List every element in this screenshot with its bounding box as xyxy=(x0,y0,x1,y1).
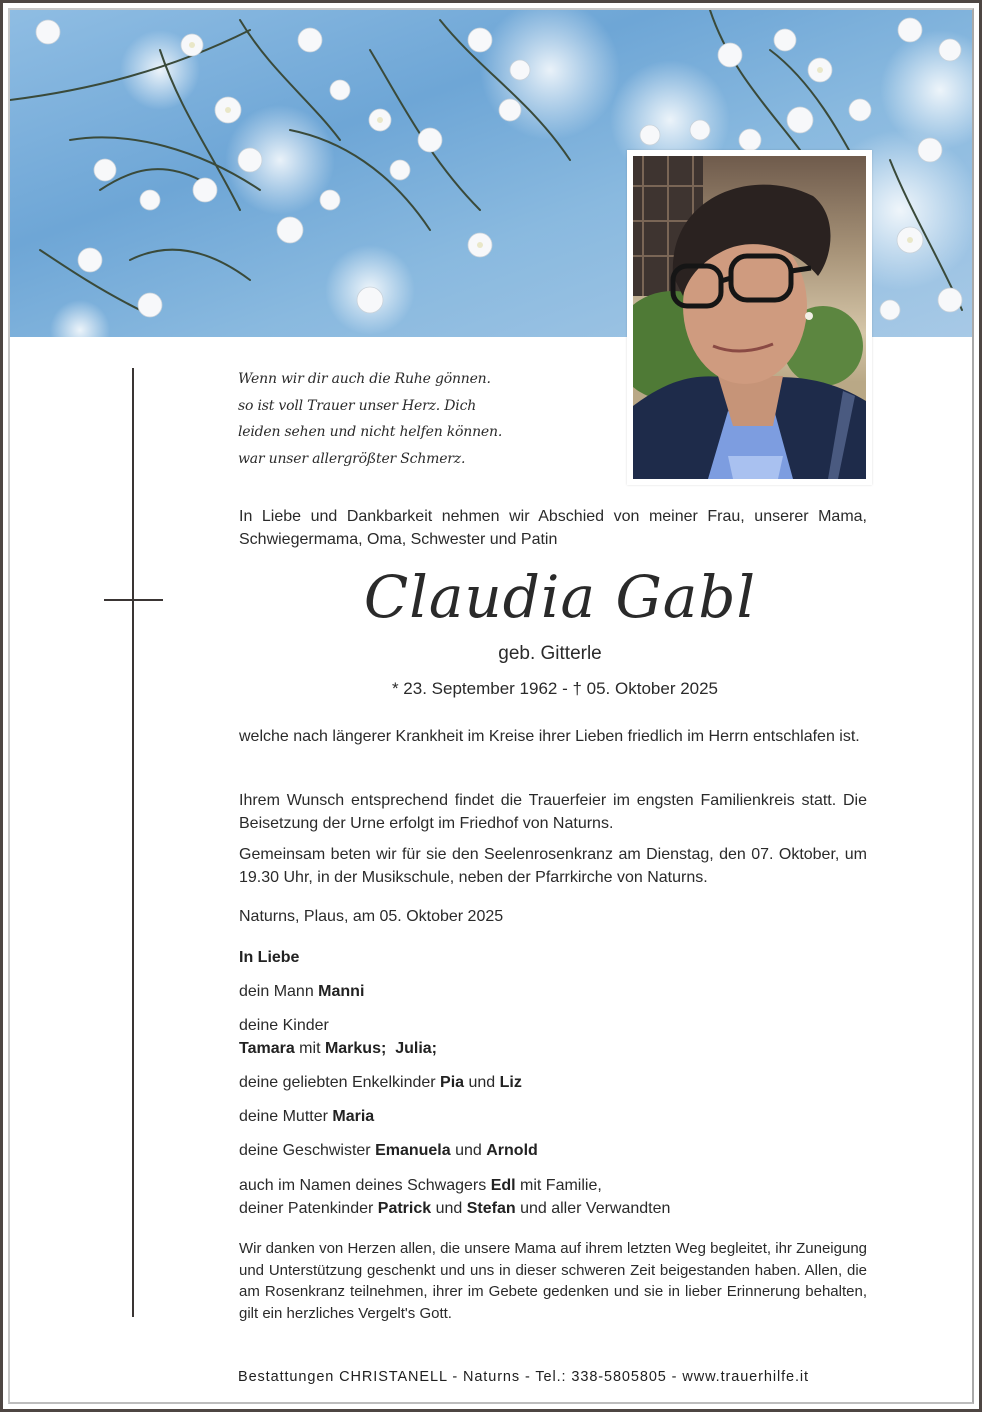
mourner-siblings xyxy=(239,1140,867,1163)
relation-label: dein Mann xyxy=(239,983,319,1000)
connector-text: mit xyxy=(294,1039,325,1057)
mourner-name: Stefan xyxy=(466,1199,516,1217)
mourner-name: Markus; xyxy=(324,1039,387,1057)
mourner-name: Maria xyxy=(332,1108,375,1125)
life-dates: * 23. September 1962 - † 05. Oktober 2025 xyxy=(391,679,719,698)
mourner-name: Arnold xyxy=(486,1142,538,1159)
verse-line: so ist voll Trauer unser Herz. Dich xyxy=(238,397,477,414)
thanks-text: Wir danken von Herzen allen, die unsere Mama auf ihrem letzten Weg begleitet, ihr Zuneigung und Unterstützung geschenkt und uns in dieser schweren Zeit beigestanden haben. Allen, die am Rosenkranz teilnehmen, ihrer im Gebete gedenken und sie in lieber Erinnerung behalten, gilt ein herzliches Vergelt's Gott. xyxy=(239,1240,867,1322)
cross-horizontal-bar xyxy=(104,599,163,601)
mourner-name: Edl xyxy=(490,1177,516,1194)
mourner-name: Patrick xyxy=(377,1199,432,1217)
relation-label: deiner Patenkinder xyxy=(239,1199,378,1217)
memorial-verse xyxy=(238,366,538,472)
mourner-name: Liz xyxy=(499,1074,522,1091)
relation-label: deine geliebten Enkelkinder xyxy=(239,1074,441,1091)
maiden-name: geb. Gitterle xyxy=(498,643,602,664)
mourner-name: Pia xyxy=(440,1074,465,1091)
connector-text: und xyxy=(450,1142,487,1159)
mourner-others xyxy=(239,1175,867,1220)
connector-text: und xyxy=(431,1199,467,1217)
portrait-frame xyxy=(627,150,872,485)
mourner-children xyxy=(239,1015,867,1060)
cross-vertical-bar xyxy=(132,368,134,1317)
relation-label: deine Geschwister xyxy=(239,1142,376,1159)
intro-text: In Liebe und Dankbarkeit nehmen wir Abschied von meiner Frau, unserer Mama, Schwiegermama, Oma, Schwester und Patin xyxy=(239,508,867,548)
verse-line: leiden sehen und nicht helfen können. xyxy=(238,424,503,440)
connector-text: und xyxy=(464,1074,500,1091)
mourners-heading-text: In Liebe xyxy=(239,949,300,966)
mourners-heading xyxy=(239,947,867,970)
passing-text: welche nach längerer Krankheit im Kreise ihrer Lieben friedlich im Herrn entschlafen ist. xyxy=(239,728,860,745)
place-date: Naturns, Plaus, am 05. Oktober 2025 xyxy=(239,908,504,925)
verse-line: war unser allergrößter Schmerz. xyxy=(238,450,466,467)
relation-label: deine Kinder xyxy=(239,1017,329,1034)
funeral-home-footer: Bestattungen CHRISTANELL - Naturns - Tel.: 338-5805805 - www.trauerhilfe.it xyxy=(238,1369,809,1385)
connector-text: mit Familie, xyxy=(515,1177,602,1194)
mourner-name: Julia; xyxy=(395,1039,437,1057)
relation-label: deine Mutter xyxy=(239,1108,333,1125)
mourner-name: Emanuela xyxy=(375,1142,451,1159)
connector-text: und aller Verwandten xyxy=(515,1199,671,1217)
rosary-text: Gemeinsam beten wir für sie den Seelenrosenkranz am Dienstag, den 07. Oktober, um 19.30 Uhr, in der Musikschule, neben der Pfarrkirche von Naturns. xyxy=(239,846,867,886)
relation-label: auch im Namen deines Schwagers xyxy=(239,1177,491,1194)
deceased-name: Claudia Gabl xyxy=(363,563,757,631)
mourner-husband xyxy=(239,981,867,1004)
mourner-name: Manni xyxy=(318,983,365,1000)
mourner-grandchildren xyxy=(239,1072,867,1095)
verse-line: Wenn wir dir auch die Ruhe gönnen. xyxy=(238,371,491,387)
ceremony-text: Ihrem Wunsch entsprechend findet die Trauerfeier im engsten Familienkreis statt. Die Beisetzung der Urne erfolgt im Friedhof von Naturns. xyxy=(239,792,867,832)
portrait-photo xyxy=(633,156,866,479)
mourner-mother xyxy=(239,1106,867,1129)
mourner-name: Tamara xyxy=(239,1039,295,1057)
